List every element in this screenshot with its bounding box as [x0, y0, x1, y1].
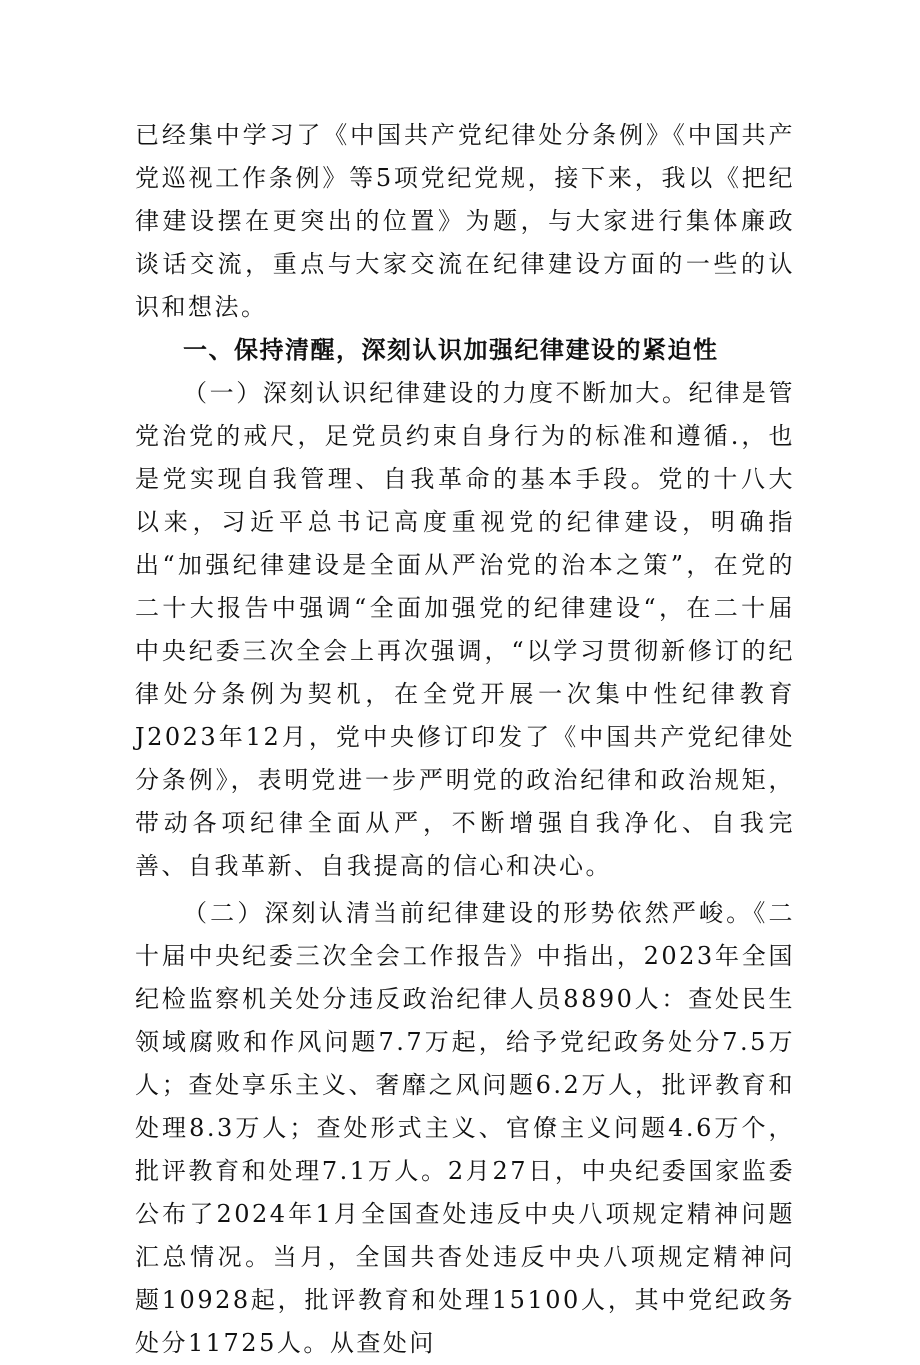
section-heading: 一、保持清醒，深刻认识加强纪律建设的紧迫性	[183, 336, 719, 364]
subsection-2-paragraph: （二）深刻认清当前纪律建设的形势依然严峻。《二十届中央纪委三次全会工作报告》中指出，2023年全国纪检监察机关处分违反政治纪律人员8890人：查处民生领域腐败和作风问题7.7万起，给予党纪政务处分7.5万人；查处享乐主义、奢靡之风问题6.2万人，批评教育和处理8.3万人；查处形式主义、官僚主义问题4.6万个，批评教育和处理7.1万人。2月27日，中央纪委国家监委公布了2024年1月全国查处违反中央八项规定精神问题汇总情况。当月，全国共杳处违反中央八项规定精神问题10928起，批评教育和处理15100人，其中党纪政务处分11725人。从查处问	[135, 899, 795, 1357]
document-body	[135, 114, 795, 1365]
intro-paragraph: 已经集中学习了《中国共产党纪律处分条例》《中国共产党巡视工作条例》等5项党纪党规，接下来，我以《把纪律建设摆在更突出的位置》为题，与大家进行集体廉政谈话交流，重点与大家交流在纪律建设方面的一些的认识和想法。	[135, 121, 795, 321]
subsection-1-paragraph: （一）深刻认识纪律建设的力度不断加大。纪律是管党治党的戒尺，足党员约束自身行为的标准和遵循.，也是党实现自我管理、自我革命的基本手段。党的十八大以来，习近平总书记高度重视党的纪律建设，明确指出“加强纪律建设是全面从严治党的治本之策”，在党的二十大报告中强调“全面加强党的纪律建设“，在二十届中央纪委三次全会上再次强调，“以学习贯彻新修订的纪律处分条例为契机，在全党开展一次集中性纪律教育J2023年12月，党中央修订印发了《中国共产党纪律处分条例》，表明党进一步严明党的政治纪律和政治规矩，带动各项纪律全面从严，不断增强自我净化、自我完善、自我革新、自我提高的信心和决心。	[135, 379, 795, 880]
